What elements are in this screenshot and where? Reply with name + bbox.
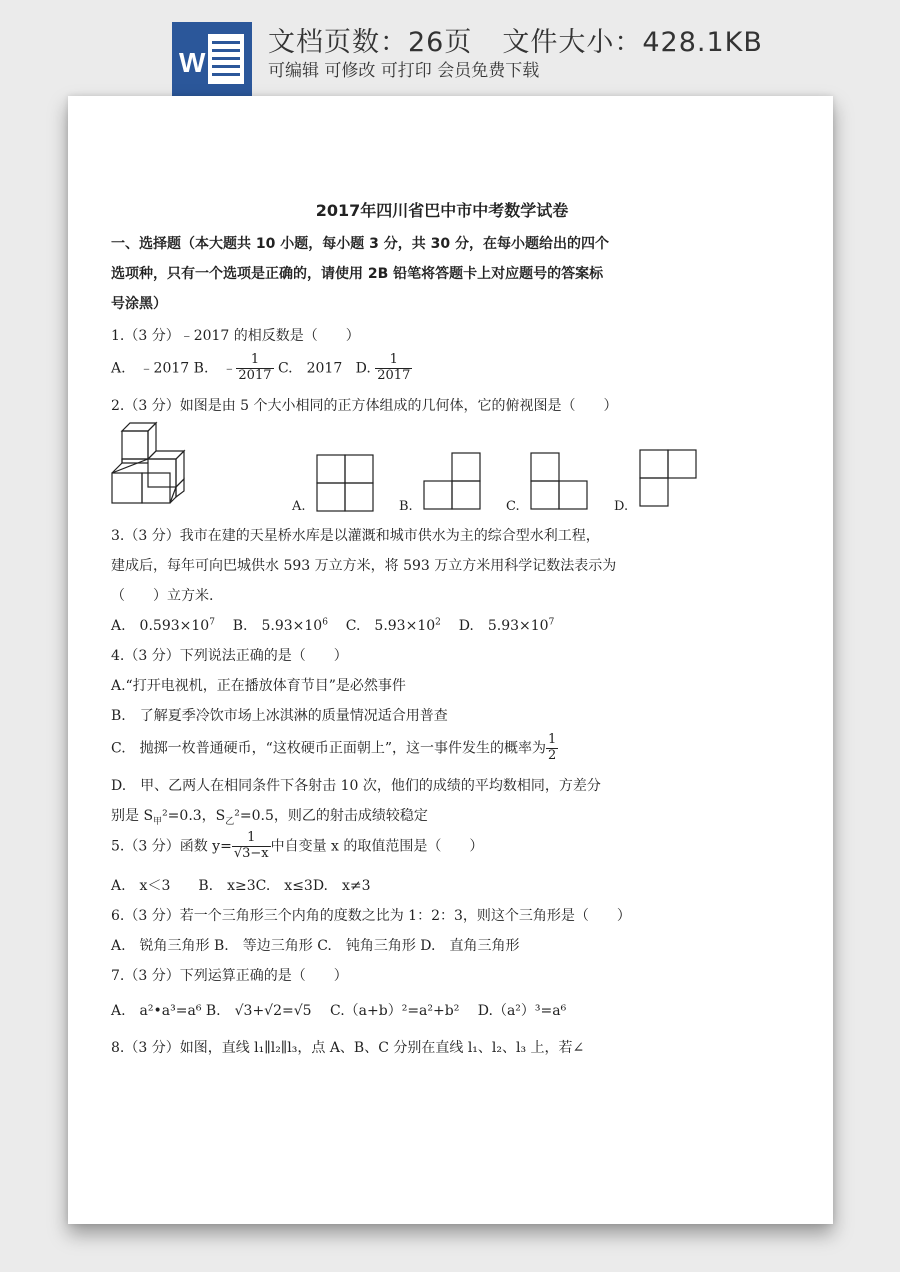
question-7-options: A. a²•a³=a⁶ B. √3+√2=√5 C.（a+b）²=a²+b² D.（a²）³=a⁶ bbox=[111, 1003, 567, 1019]
question-7-stem: 7.（3 分）下列运算正确的是（ ） bbox=[111, 968, 348, 984]
q4-option-a: A.“打开电视机，正在播放体育节目”是必然事件 bbox=[111, 678, 406, 694]
question-8-stem: 8.（3 分）如图，直线 l₁∥l₂∥l₃，点 A、B、C 分别在直线 l₁、l₂、l₃ 上，若∠ bbox=[111, 1040, 585, 1056]
q2-option-d-figure bbox=[636, 448, 700, 510]
exam-title: 2017年四川省巴中市中考数学试卷 bbox=[315, 201, 569, 220]
q2-option-b-figure bbox=[420, 451, 484, 513]
q1-option-b-fraction: $\frac{1}{2017}$ bbox=[238, 352, 272, 383]
q2-option-c-figure bbox=[527, 451, 591, 513]
q1-option-d-fraction: $\frac{1}{2017}$ bbox=[377, 352, 411, 383]
q2-option-a: A. bbox=[292, 499, 306, 514]
word-logo-letter: W bbox=[179, 47, 206, 78]
q4-option-d-line2: 别是 $S_甲^2=0.3$，$S_乙^2=0.5$，则乙的射击成绩较稳定 bbox=[111, 808, 428, 827]
question-1-stem: 1.（3 分）﹣2017 的相反数是（ ） bbox=[111, 328, 360, 344]
q1-option-c: C. 2017 bbox=[277, 360, 343, 377]
q3-option-d: D. 5.93×10 bbox=[458, 618, 549, 634]
question-1-options bbox=[111, 353, 412, 384]
q1-option-a: A. ﹣2017 bbox=[111, 360, 190, 377]
cube-solid-figure bbox=[110, 421, 190, 509]
question-3-line1: 3.（3 分）我市在建的天星桥水库是以灌溉和城市供水为主的综合型水利工程， bbox=[111, 528, 600, 544]
document-info bbox=[268, 20, 793, 59]
section-heading-line1: 一、选择题（本大题共 10 小题，每小题 3 分，共 30 分，在每小题给出的四个 bbox=[111, 236, 609, 252]
q4-option-c: C. 抛掷一枚普通硬币，“这枚硬币正面朝上”，这一事件发生的概率为 $\frac{1}{2}$ bbox=[111, 732, 557, 763]
q2-option-c: C. bbox=[506, 499, 520, 514]
q2-option-d: D. bbox=[614, 499, 629, 514]
q4-option-c-fraction: $\frac{1}{2}$ bbox=[547, 732, 557, 763]
q3-option-c: C. 5.93×10 bbox=[345, 618, 436, 634]
word-document-icon bbox=[172, 22, 252, 96]
question-6-stem: 6.（3 分）若一个三角形三个内角的度数之比为 1：2：3，则这个三角形是（ ） bbox=[111, 908, 631, 924]
q3-option-a: A. 0.593×10 bbox=[111, 618, 210, 634]
question-3-line3: （ ）立方米. bbox=[111, 588, 214, 604]
page-count-label: 文档页数：26页 bbox=[268, 27, 473, 58]
question-4-stem: 4.（3 分）下列说法正确的是（ ） bbox=[111, 648, 348, 664]
section-heading-line3: 号涂黑） bbox=[111, 296, 167, 312]
question-5-stem: 5.（3 分）函数 y= $\frac{1}{√3-x}$ 中自变量 x 的取值范围是（ ） bbox=[111, 830, 484, 861]
file-size-label: 文件大小：428.1KB bbox=[502, 27, 763, 58]
q1-option-d: D. bbox=[355, 360, 371, 377]
question-6-options: A. 锐角三角形 B. 等边三角形 C. 钝角三角形 D. 直角三角形 bbox=[111, 938, 520, 954]
question-3-line2: 建成后，每年可向巴城供水 593 万立方米，将 593 万立方米用科学记数法表示为 bbox=[111, 558, 617, 574]
q4-option-b: B. 了解夏季冷饮市场上冰淇淋的质量情况适合用普查 bbox=[111, 708, 448, 724]
question-3-options: A. $0.593\times 10^7$ B. $5.93\times 10^6$ C. $5.93\times 10^2$ D. $5.93\times 10^7$ bbox=[111, 617, 555, 634]
q2-option-b: B. bbox=[399, 499, 413, 514]
q1-option-b: B. ﹣ bbox=[193, 360, 237, 377]
question-5-options: A. x＜3 B. x≥3C. x≤3D. x≠3 bbox=[111, 878, 371, 894]
feature-list: 可编辑 可修改 可打印 会员免费下载 bbox=[268, 61, 540, 81]
q2-option-a-figure bbox=[315, 453, 377, 515]
q5-function-fraction: $\frac{1}{√3-x}$ bbox=[233, 830, 269, 861]
section-heading-line2: 选项种，只有一个选项是正确的，请使用 2B 铅笔将答题卡上对应题号的答案标 bbox=[111, 266, 604, 282]
q4-option-d-line1: D. 甲、乙两人在相同条件下各射击 10 次，他们的成绩的平均数相同，方差分 bbox=[111, 778, 601, 794]
question-2-stem: 2.（3 分）如图是由 5 个大小相同的正方体组成的几何体，它的俯视图是（ ） bbox=[111, 398, 618, 414]
q3-option-b: B. 5.93×10 bbox=[232, 618, 323, 634]
